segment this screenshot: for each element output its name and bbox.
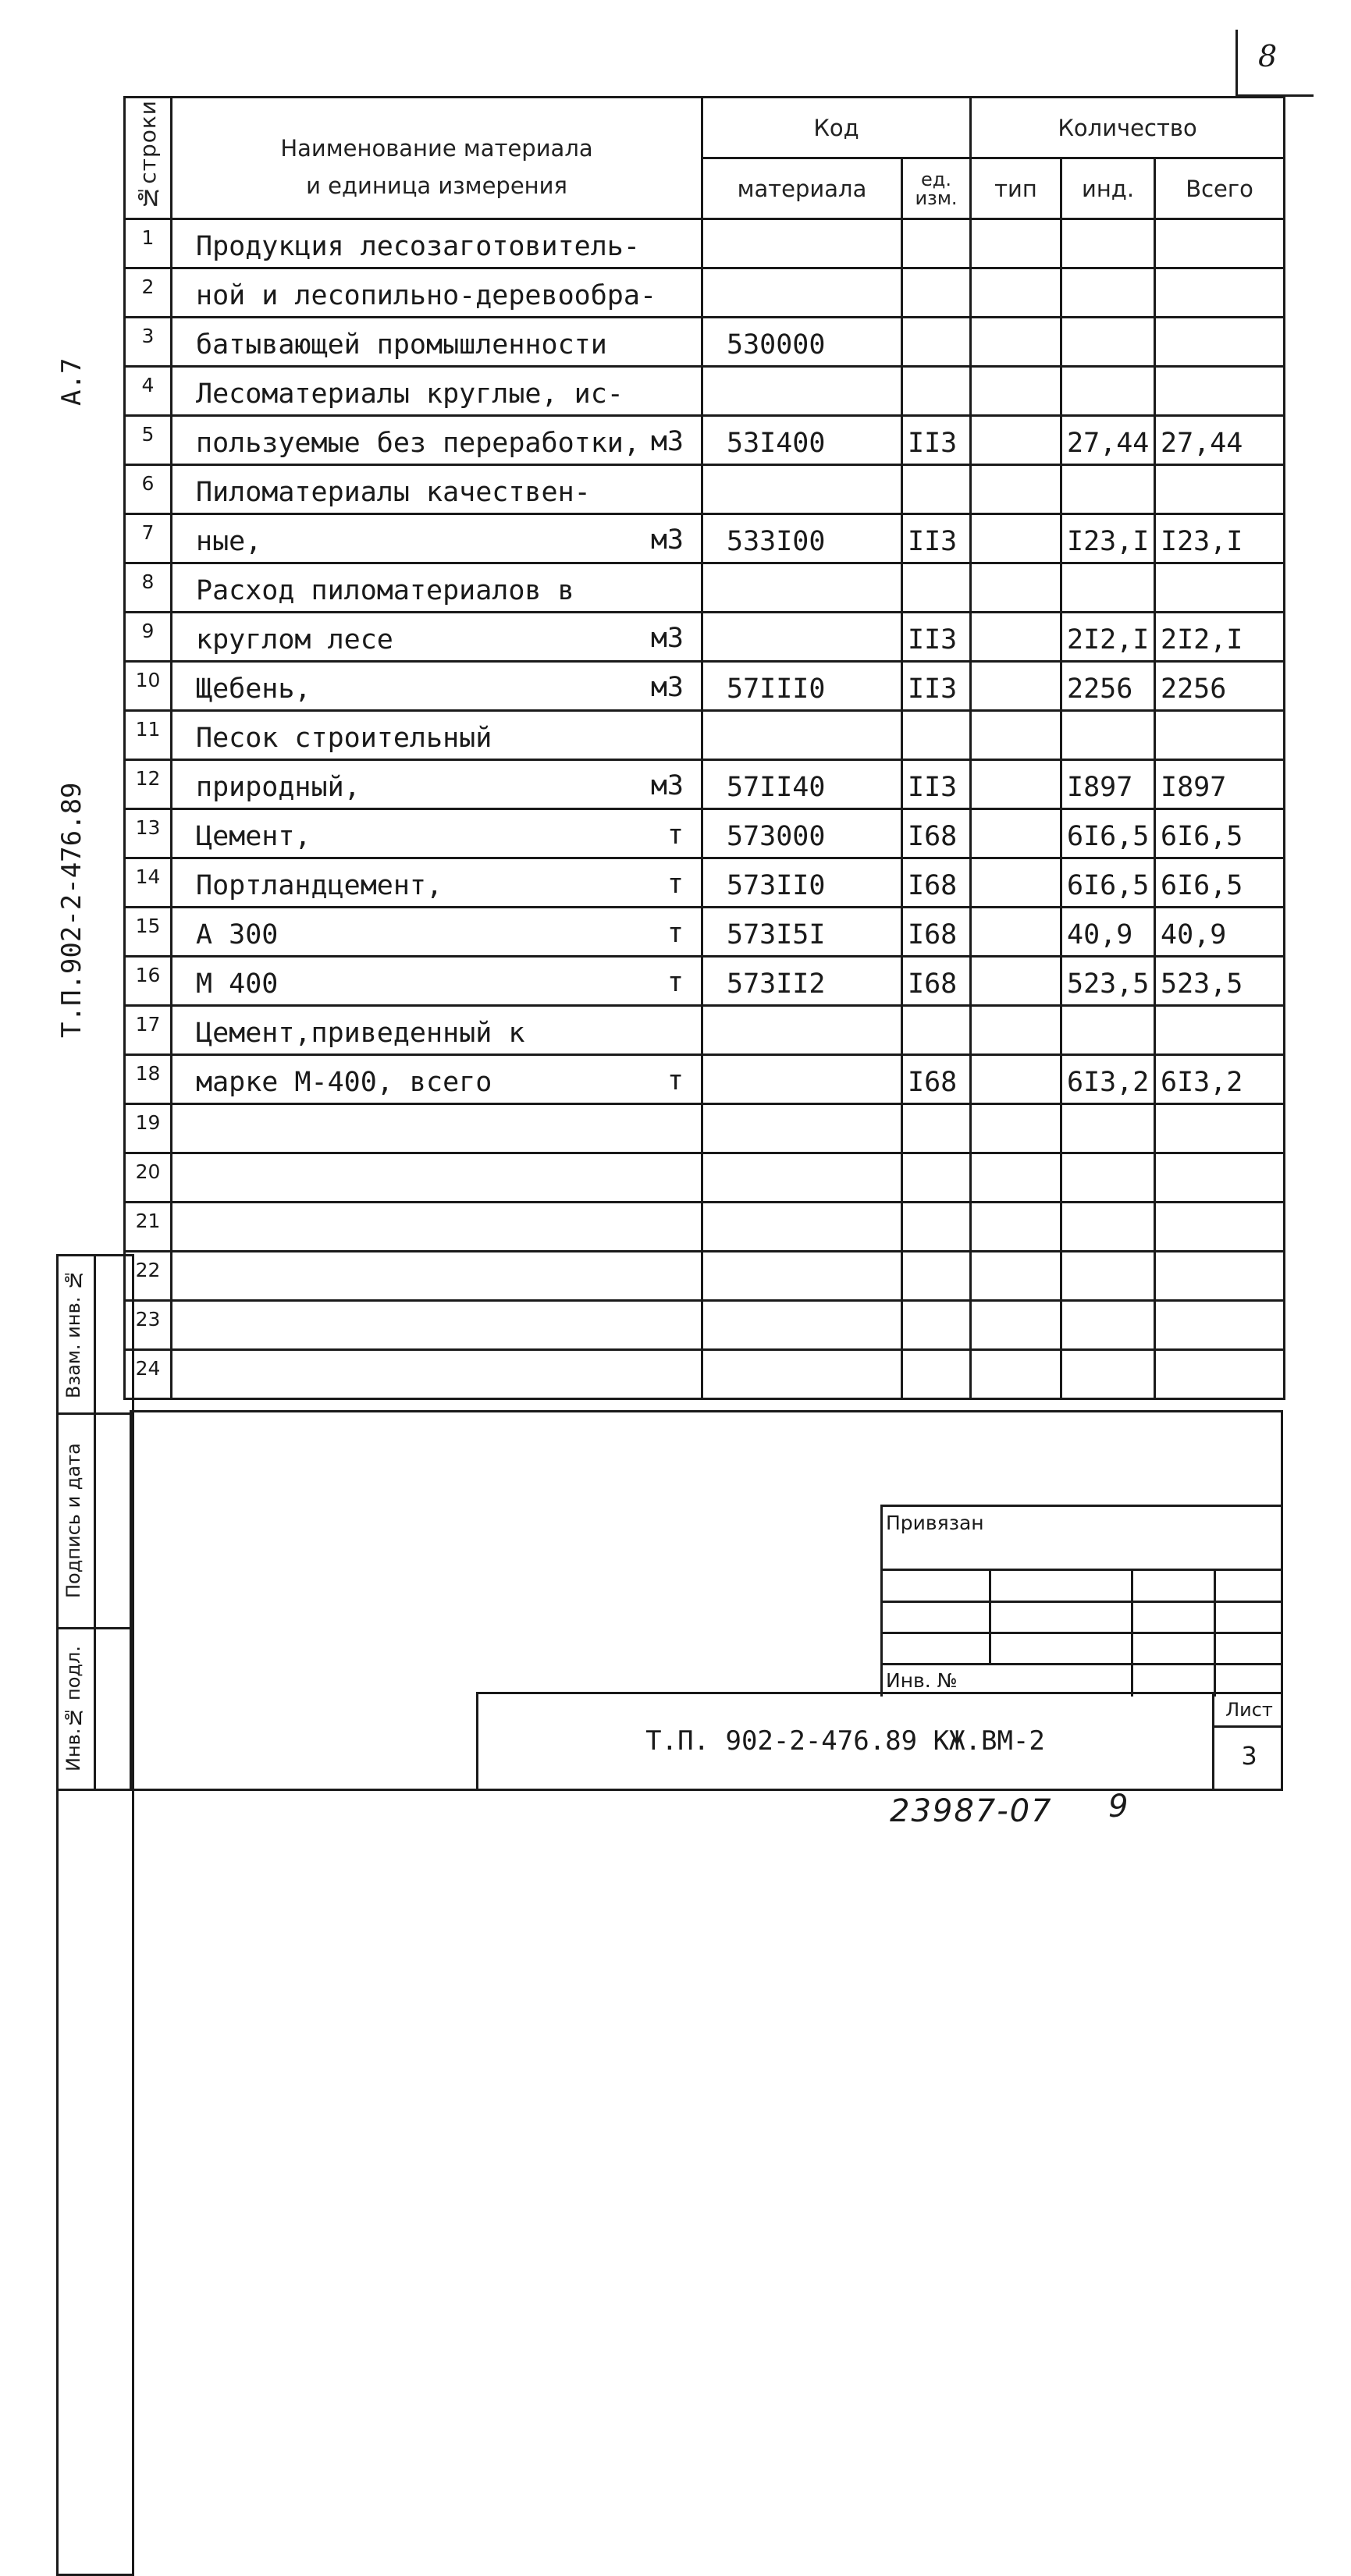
unit-code [902,1153,971,1203]
quantity-ind [1061,268,1155,318]
material-code: 573II0 [702,858,902,908]
row-number: 19 [125,1104,172,1153]
list-number: 3 [1241,1741,1257,1771]
quantity-total [1155,367,1285,416]
quantity-type [971,563,1061,613]
material-code [702,1350,902,1399]
quantity-ind [1061,318,1155,367]
material-code: 573000 [702,809,902,858]
table-row [125,219,1285,268]
table-row [125,1350,1285,1399]
material-code [702,219,902,268]
side-document-number: Т.П.902-2-476.89 [56,782,87,1038]
material-code: 573I5I [702,908,902,957]
table-row [125,268,1285,318]
material-code [702,1006,902,1055]
material-code: 57II40 [702,760,902,809]
unit-code [902,1252,971,1301]
unit-code: II3 [902,760,971,809]
table-row [125,416,1285,465]
material-name-text: Расход пиломатериалов в [196,575,574,606]
row-number: 4 [125,367,172,416]
header-qty-ind: инд. [1061,158,1155,219]
privyazan-col-1 [989,1569,991,1665]
row-number: 20 [125,1153,172,1203]
quantity-ind [1061,711,1155,760]
unit-code [902,367,971,416]
row-number: 9 [125,613,172,662]
material-code [702,1301,902,1350]
material-name [172,1104,702,1153]
material-unit: т [667,869,684,900]
quantity-ind: 523,5 [1061,957,1155,1006]
header-name [172,98,702,219]
quantity-total: 6I6,5 [1155,858,1285,908]
quantity-ind: 2I2,I [1061,613,1155,662]
unit-code: I68 [902,957,971,1006]
quantity-ind [1061,1104,1155,1153]
material-name [172,711,702,760]
material-name [172,908,702,957]
material-name [172,268,702,318]
quantity-total [1155,1153,1285,1203]
row-number: 13 [125,809,172,858]
quantity-total [1155,563,1285,613]
privyazan-line-4 [883,1663,1283,1665]
header-code-unit: ед. изм. [902,158,971,219]
quantity-total [1155,1252,1285,1301]
quantity-type [971,809,1061,858]
quantity-type [971,1153,1061,1203]
material-name [172,318,702,367]
privyazan-col-2 [1131,1569,1133,1697]
title-document: Т.П. 902-2-476.89 КЖ.ВМ-2 [645,1725,1045,1757]
material-unit: м3 [650,770,684,801]
row-number: 15 [125,908,172,957]
material-code [702,367,902,416]
material-code [702,1104,902,1153]
material-name [172,367,702,416]
table-row [125,1203,1285,1252]
material-name-text: ной и лесопильно-деревообра- [196,280,657,311]
header-quantity: Количество [971,98,1285,158]
material-name-text: Щебень, [196,673,311,705]
quantity-type [971,1055,1061,1104]
quantity-type [971,416,1061,465]
material-name [172,858,702,908]
privyazan-col-3 [1214,1569,1216,1697]
table-row [125,514,1285,563]
table-row [125,1006,1285,1055]
material-name-text: Лесоматериалы круглые, ис- [196,378,624,410]
table-row [125,318,1285,367]
material-name-text: батывающей промышленности [196,329,607,361]
quantity-ind: 6I3,2 [1061,1055,1155,1104]
material-code [702,613,902,662]
material-name [172,760,702,809]
row-number: 7 [125,514,172,563]
label-podpis-data: Подпись и дата [62,1443,84,1598]
material-name-text: ные, [196,526,262,557]
table-row [125,760,1285,809]
unit-code [902,1350,971,1399]
row-number: 3 [125,318,172,367]
quantity-ind [1061,563,1155,613]
quantity-total [1155,318,1285,367]
quantity-type [971,367,1061,416]
table-row [125,858,1285,908]
material-code [702,465,902,514]
table-row [125,563,1285,613]
material-name-text: Пиломатериалы качествен- [196,477,591,508]
quantity-type [971,1350,1061,1399]
material-name-text: круглом лесе [196,624,393,656]
quantity-total: 40,9 [1155,908,1285,957]
material-code [702,1153,902,1203]
material-code [702,1252,902,1301]
quantity-type [971,760,1061,809]
quantity-total: 523,5 [1155,957,1285,1006]
table-row [125,662,1285,711]
unit-code: I68 [902,908,971,957]
unit-code: II3 [902,613,971,662]
material-name [172,957,702,1006]
quantity-total: 6I3,2 [1155,1055,1285,1104]
unit-code [902,1104,971,1153]
material-name [172,662,702,711]
table-row [125,1301,1285,1350]
table-row [125,1252,1285,1301]
row-number: 24 [125,1350,172,1399]
quantity-total [1155,219,1285,268]
quantity-total: I897 [1155,760,1285,809]
quantity-ind [1061,1252,1155,1301]
table-row [125,957,1285,1006]
unit-code: II3 [902,514,971,563]
material-code: 57III0 [702,662,902,711]
quantity-total [1155,711,1285,760]
table-row [125,1055,1285,1104]
quantity-ind: I23,I [1061,514,1155,563]
frame-bottom-top [130,1410,1283,1412]
row-number: 12 [125,760,172,809]
material-code: 573II2 [702,957,902,1006]
quantity-ind [1061,219,1155,268]
quantity-total [1155,268,1285,318]
table-row [125,908,1285,957]
row-number: 5 [125,416,172,465]
row-number: 22 [125,1252,172,1301]
material-name [172,1153,702,1203]
quantity-ind [1061,1203,1155,1252]
privyazan-line-1 [883,1569,1283,1571]
header-code: Код [702,98,971,158]
material-name-text: А 300 [196,919,279,950]
materials-table [123,96,1285,1400]
row-number: 2 [125,268,172,318]
quantity-type [971,908,1061,957]
quantity-ind: 6I6,5 [1061,809,1155,858]
quantity-ind: I897 [1061,760,1155,809]
table-row [125,367,1285,416]
row-number: 11 [125,711,172,760]
material-name [172,1006,702,1055]
side-code: А.7 [56,357,87,406]
quantity-total [1155,1006,1285,1055]
material-name-text: пользуемые без переработки, [196,428,640,459]
quantity-ind [1061,1350,1155,1399]
quantity-type [971,1203,1061,1252]
material-name-text: природный, [196,772,361,803]
quantity-type [971,318,1061,367]
quantity-type [971,219,1061,268]
material-name-text: Портландцемент, [196,870,443,901]
row-number: 10 [125,662,172,711]
quantity-total: 2I2,I [1155,613,1285,662]
quantity-type [971,268,1061,318]
table-row [125,465,1285,514]
material-unit: т [667,1065,684,1096]
material-name [172,613,702,662]
material-name [172,514,702,563]
inv-no-label: Инв. № [886,1669,958,1692]
unit-code [902,563,971,613]
material-code [702,711,902,760]
table-row [125,809,1285,858]
material-unit: м3 [650,426,684,457]
unit-code [902,1301,971,1350]
quantity-total [1155,1104,1285,1153]
material-name [172,1350,702,1399]
quantity-ind: 40,9 [1061,908,1155,957]
unit-code [902,1006,971,1055]
unit-code: II3 [902,416,971,465]
row-number: 18 [125,1055,172,1104]
row-number: 23 [125,1301,172,1350]
material-name-text: Цемент,приведенный к [196,1018,525,1049]
quantity-total: 27,44 [1155,416,1285,465]
quantity-total: 6I6,5 [1155,809,1285,858]
row-number: 8 [125,563,172,613]
privyazan-label: Привязан [886,1512,984,1534]
quantity-total: 2256 [1155,662,1285,711]
unit-code [902,219,971,268]
material-code [702,268,902,318]
quantity-type [971,1006,1061,1055]
row-number: 14 [125,858,172,908]
row-number: 16 [125,957,172,1006]
material-code [702,1203,902,1252]
material-code: 530000 [702,318,902,367]
quantity-ind: 2256 [1061,662,1155,711]
quantity-type [971,465,1061,514]
material-unit: м3 [650,524,684,556]
title-block [476,1692,1283,1791]
material-unit: т [667,918,684,949]
title-list-line [1212,1725,1283,1728]
material-name [172,563,702,613]
table-row [125,1153,1285,1203]
quantity-type [971,613,1061,662]
quantity-ind [1061,1006,1155,1055]
privyazan-line-3 [883,1632,1283,1634]
page-number-divider [1235,30,1238,98]
header-qty-total: Всего [1155,158,1285,219]
quantity-ind: 27,44 [1061,416,1155,465]
material-code: 533I00 [702,514,902,563]
label-inv-podl: Инв.№ подл. [62,1646,84,1772]
unit-code [902,465,971,514]
table-row [125,1104,1285,1153]
header-code-material: материала [702,158,902,219]
quantity-ind: 6I6,5 [1061,858,1155,908]
material-name-text: Цемент, [196,821,311,852]
privyazan-line-2 [883,1601,1283,1603]
material-name-text: Продукция лесозаготовитель- [196,231,640,262]
material-name [172,219,702,268]
unit-code: I68 [902,1055,971,1104]
label-vzam-inv: Взам. инв. № [62,1269,84,1399]
list-label: Лист [1225,1699,1273,1721]
quantity-ind [1061,367,1155,416]
material-unit: м3 [650,623,684,654]
privyazan-block [880,1505,1283,1697]
material-code [702,563,902,613]
page-number: 8 [1258,39,1278,73]
quantity-type [971,957,1061,1006]
quantity-total [1155,1203,1285,1252]
material-name-text: М 400 [196,968,279,1000]
material-code [702,1055,902,1104]
unit-code: I68 [902,809,971,858]
quantity-ind [1061,1301,1155,1350]
unit-code: I68 [902,858,971,908]
row-number: 21 [125,1203,172,1252]
material-name [172,416,702,465]
header-row-number: №строки [125,98,172,219]
quantity-total [1155,1350,1285,1399]
title-list-divider [1212,1694,1214,1791]
material-unit: т [667,967,684,998]
quantity-type [971,662,1061,711]
table-row [125,711,1285,760]
archive-page-number: 9 [1108,1789,1129,1825]
material-name [172,1203,702,1252]
frame-bottom-left [130,1410,132,1791]
material-name [172,1252,702,1301]
material-unit: м3 [650,672,684,703]
row-number: 1 [125,219,172,268]
quantity-type [971,1301,1061,1350]
header-name-line2: и единица измерения [306,172,567,199]
material-name [172,1055,702,1104]
material-unit: т [667,819,684,851]
margin-column-divider [94,1254,96,1791]
material-name [172,465,702,514]
quantity-ind [1061,465,1155,514]
quantity-total [1155,1301,1285,1350]
quantity-type [971,514,1061,563]
material-code: 53I400 [702,416,902,465]
quantity-type [971,711,1061,760]
unit-code: II3 [902,662,971,711]
material-name [172,1301,702,1350]
unit-code [902,711,971,760]
material-name [172,809,702,858]
quantity-type [971,1252,1061,1301]
unit-code [902,268,971,318]
quantity-type [971,858,1061,908]
header-name-line1: Наименование материала [280,135,593,162]
quantity-ind [1061,1153,1155,1203]
table-row [125,613,1285,662]
quantity-total: I23,I [1155,514,1285,563]
unit-code [902,318,971,367]
quantity-type [971,1104,1061,1153]
row-number: 6 [125,465,172,514]
header-qty-type: тип [971,158,1061,219]
unit-code [902,1203,971,1252]
material-name-text: марке М-400, всего [196,1067,492,1098]
quantity-total [1155,465,1285,514]
material-name-text: Песок строительный [196,723,492,754]
row-number: 17 [125,1006,172,1055]
archive-number: 23987-07 [890,1793,1053,1829]
